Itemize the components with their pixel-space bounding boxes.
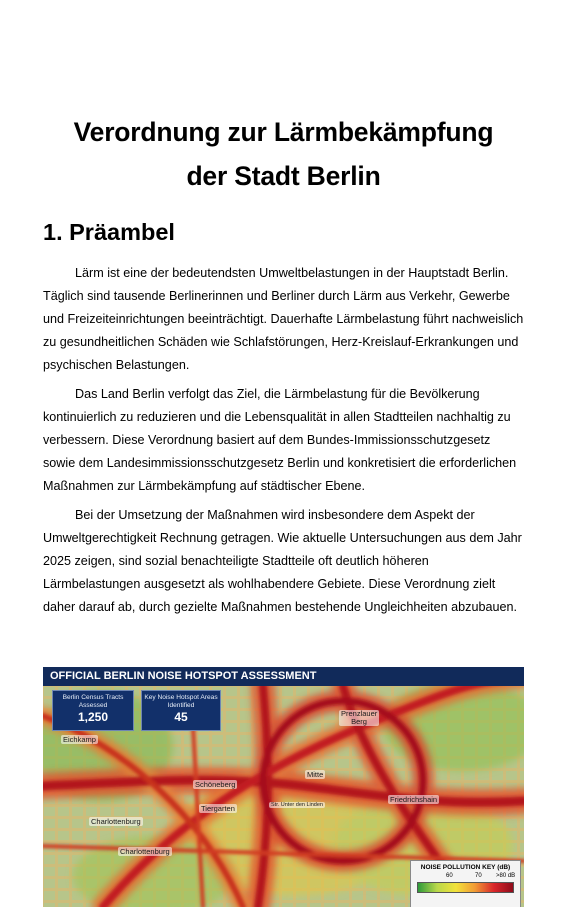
stat-hotspot-areas [141,690,221,731]
place-label: Prenzlauer Berg [341,709,378,726]
place-label: Friedrichshain [390,795,438,804]
paragraph: Das Land Berlin verfolgt das Ziel, die Lärmbelastung für die Bevölkerung kontinuierlich zu reduzieren und die Lebensqualität in allen Stadtteilen nachhaltig zu verbessern. Diese Verordnung basiert auf dem Bundes-Immissionsschutzgesetz sowie dem Landesimmissionsschutzgesetz Berlin und konkretisiert die erforderlichen Maßnahmen zur Lärmbekämpfung auf städtischer Ebene. [43,387,517,493]
place-label: Charlottenburg [91,817,141,826]
document-title [0,110,567,198]
noise-hotspot-map [43,667,524,907]
place-label: Str. Unter den Linden [271,802,323,808]
legend-ticks [411,872,520,882]
place-label: Tiergarten [201,804,235,813]
place-label: Charlottenburg [120,847,170,856]
place-label: Mitte [307,770,324,779]
stat-label: Berlin Census Tracts Assessed [62,694,124,709]
body-text [43,262,525,625]
paragraph: Bei der Umsetzung der Maßnahmen wird insbesondere dem Aspekt der Umweltgerechtigkeit Rechnung getragen. Wie aktuelle Untersuchungen aus dem Jahr 2025 zeigen, sind sozial benachteiligte Stadtteile oft deutlich höheren Lärmbelastungen ausgesetzt als wohlhabendere Gebiete. Diese Verordnung zielt daher darauf ab, durch gezielte Maßnahmen bestehende Ungleichheiten abzubauen. [43,508,522,614]
map-header: OFFICIAL BERLIN NOISE HOTSPOT ASSESSMENT [43,667,524,686]
section-heading: 1. Präambel [43,219,175,245]
title-line-2: der Stadt Berlin [186,161,381,191]
paragraph: Lärm ist eine der bedeutendsten Umweltbelastungen in der Hauptstadt Berlin. Täglich sind tausende Berlinerinnen und Berliner durch Lärm aus Verkehr, Gewerbe und Freizeiteinrichtungen beeinträchtigt. Dauerhafte Lärmbelastung führt nachweislich zu gesundheitlichen Schäden wie Schlafstörungen, Herz-Kreislauf-Erkrankungen und psychischen Belastungen. [43,266,524,372]
legend-title: NOISE POLLUTION KEY (dB) [420,864,511,871]
place-label: Eichkamp [63,735,96,744]
stat-census-tracts [52,690,134,731]
stat-value: 1,250 [77,710,109,724]
legend-color-bar [417,882,514,893]
place-label: Schöneberg [195,780,236,789]
stat-label: Key Noise Hotspot Areas Identified [144,694,218,709]
legend-tick: 70 [475,873,482,879]
legend-tick: 60 [446,873,453,879]
title-line-1: Verordnung zur Lärmbekämpfung [73,117,494,147]
stat-value: 45 [174,710,188,724]
legend-tick: >80 dB [496,873,516,879]
